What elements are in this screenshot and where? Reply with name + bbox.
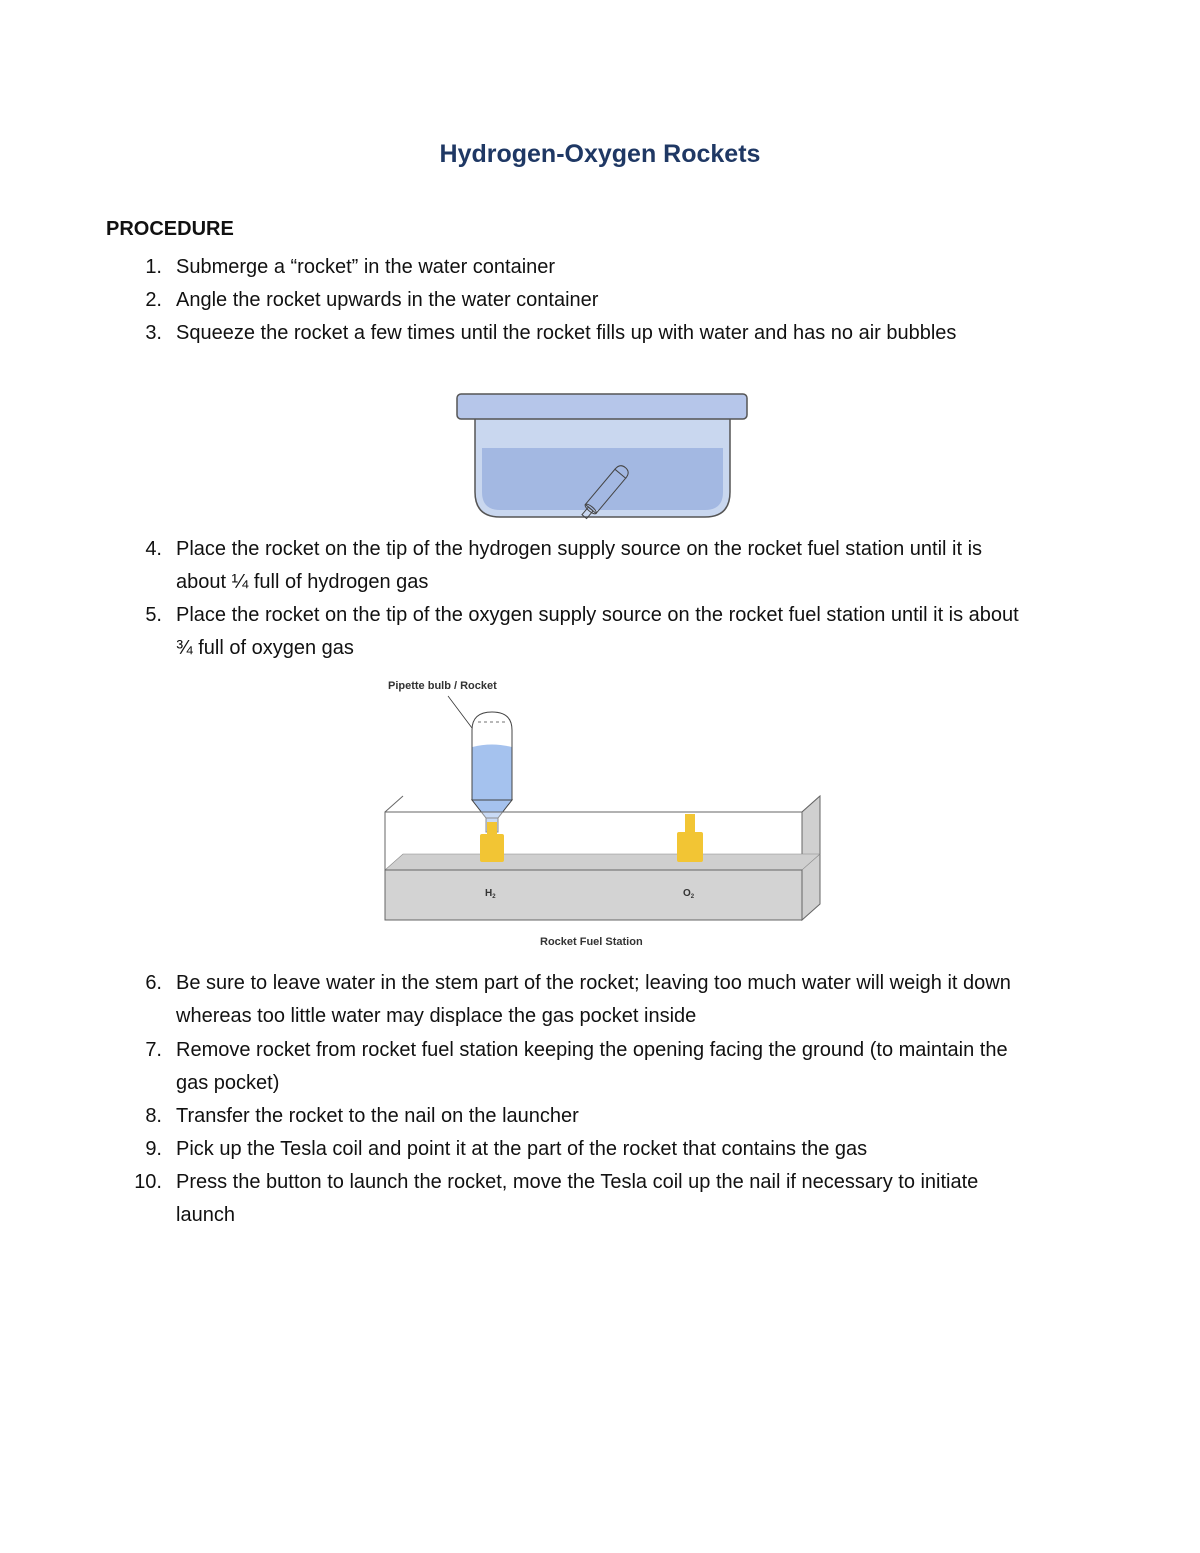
- step-text-line: Pick up the Tesla coil and point it at the part of the rocket that contains the gas: [176, 1138, 868, 1160]
- step-number: 1.: [145, 256, 162, 278]
- step-number: 6.: [145, 972, 162, 994]
- o2-label: $O_2$: [683, 888, 695, 900]
- step-text: [176, 317, 1116, 350]
- step-text-line: about ¼ full of hydrogen gas: [176, 571, 429, 593]
- step-text-line: Squeeze the rocket a few times until the rocket fills up with water and has no air bubbles: [176, 322, 957, 344]
- step-text-line: Transfer the rocket to the nail on the launcher: [176, 1105, 579, 1127]
- pipette-label: Pipette bulb / Rocket: [388, 680, 497, 692]
- pipette-pointer: [448, 696, 472, 728]
- step-text: [176, 1133, 1116, 1166]
- step-text: [176, 1166, 1116, 1232]
- step-text-line: Press the button to launch the rocket, move the Tesla coil up the nail if necessary to initiate: [176, 1171, 979, 1193]
- step-number: 3.: [145, 322, 162, 344]
- step-text: [176, 251, 1116, 284]
- step-text-line: launch: [176, 1204, 235, 1226]
- station-top: [385, 854, 820, 870]
- h2-label: $H_2$: [485, 888, 496, 900]
- step-text-line: Place the rocket on the tip of the oxygen supply source on the rocket fuel station until it is about: [176, 604, 1019, 626]
- step-text: [176, 967, 1116, 1033]
- step-text: [176, 533, 1116, 599]
- step-number: 2.: [145, 289, 162, 311]
- step-text-line: whereas too little water may displace the gas pocket inside: [176, 1005, 697, 1027]
- step-text: [176, 1034, 1116, 1100]
- step-text: [176, 599, 1116, 665]
- step-number: 10.: [134, 1171, 162, 1193]
- page-title: Hydrogen-Oxygen Rockets: [439, 140, 761, 168]
- step-number: 7.: [145, 1039, 162, 1061]
- step-text-line: Angle the rocket upwards in the water container: [176, 289, 599, 311]
- container-water: [482, 448, 723, 510]
- step-text-line: gas pocket): [176, 1072, 280, 1094]
- step-number: 8.: [145, 1105, 162, 1127]
- step-number: 4.: [145, 538, 162, 560]
- step-text: [176, 1100, 1116, 1133]
- step-text-line: Place the rocket on the tip of the hydrogen supply source on the rocket fuel station until it is: [176, 538, 983, 560]
- station-base: [385, 870, 802, 920]
- water-container-figure: [455, 392, 750, 522]
- step-text-line: Submerge a “rocket” in the water container: [176, 256, 556, 278]
- step-text-line: Remove rocket from rocket fuel station keeping the opening facing the ground (to maintain the: [176, 1039, 1008, 1061]
- container-rim: [457, 394, 747, 419]
- rocket-fuel-station-figure: [380, 672, 830, 952]
- step-number: 9.: [145, 1138, 162, 1160]
- procedure-heading: PROCEDURE: [106, 218, 234, 240]
- step-text-line: ¾ full of oxygen gas: [176, 637, 354, 659]
- step-text: [176, 284, 1116, 317]
- fuel-station-caption: Rocket Fuel Station: [540, 936, 643, 948]
- step-text-line: Be sure to leave water in the stem part of the rocket; leaving too much water will weigh it down: [176, 972, 1011, 994]
- step-number: 5.: [145, 604, 162, 626]
